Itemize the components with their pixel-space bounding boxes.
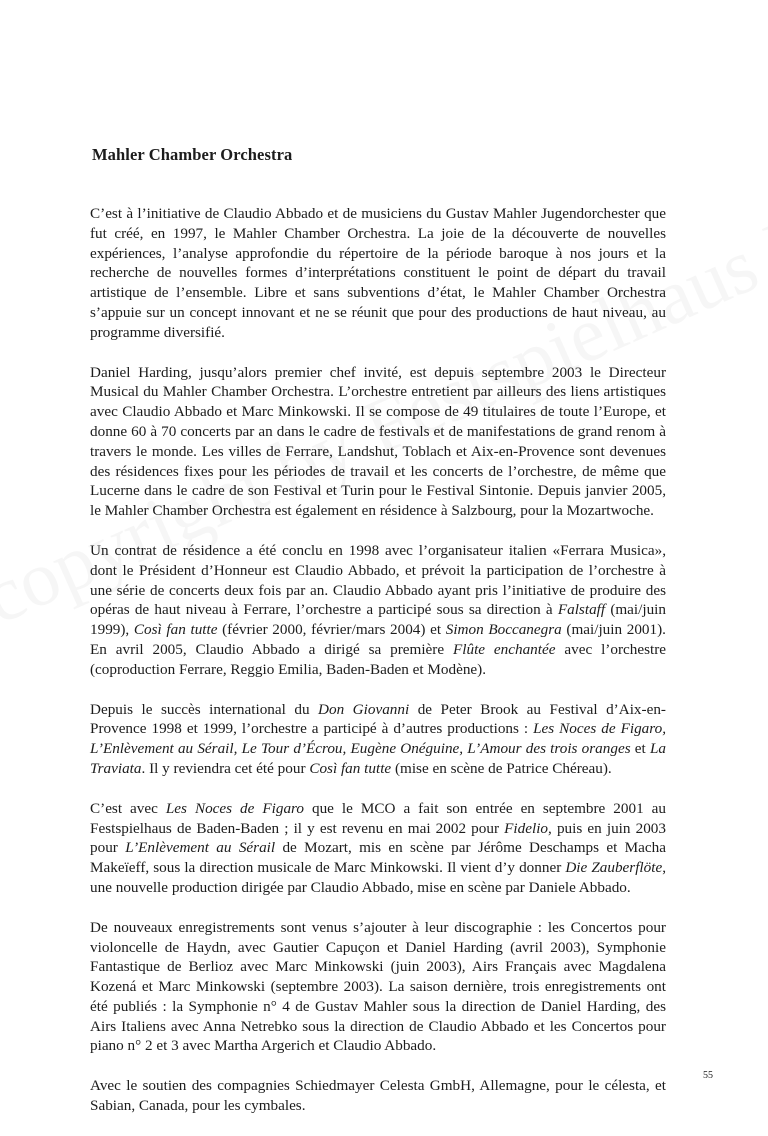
paragraph-text: De nouveaux enregistrements sont venus s’ajouter à leur discographie : les Concertos pour violoncelle de Haydn, avec Gautier Capuçon et Daniel Harding (avril 2003), Symphonie Fantastique de Berlioz avec Marc Minkowski (juin 2003), Airs Français avec Magdalena Kozená et Marc Minkowski (septembre 2003). La saison dernière, trois enregistrements ont été publiés : la Symphonie n° 4 de Gustav Mahler sous la direction de Daniel Harding, des Airs Italiens avec Anna Netrebko sous la direction de Claudio Abbado et les Concertos pour piano n° 2 et 3 avec Martha Argerich et Claudio Abbado. bbox=[90, 918, 666, 1055]
paragraph bbox=[90, 1076, 666, 1116]
paragraph bbox=[90, 799, 666, 898]
italic-title-text: Così fan tutte bbox=[309, 759, 392, 777]
page-title: Mahler Chamber Orchestra bbox=[92, 145, 293, 164]
paragraph-text: (mai/juin 2001). En avril 2005, Claudio Abbado a dirigé sa première bbox=[90, 621, 666, 658]
paragraph-text: Avec le soutien des compagnies Schiedmayer Celesta GmbH, Allemagne, pour le célesta, et Sabian, Canada, pour les cymbales. bbox=[90, 1077, 666, 1115]
paragraph bbox=[90, 363, 666, 521]
paragraph bbox=[90, 700, 666, 779]
paragraph-text: . Il y reviendra cet été pour bbox=[141, 759, 310, 777]
body-text bbox=[90, 204, 666, 1136]
italic-title-text: Les Noces de Figaro bbox=[165, 799, 304, 817]
italic-title-text: Die Zauberflöte bbox=[565, 859, 663, 877]
paragraph-text: C’est à l’initiative de Claudio Abbado et de musiciens du Gustav Mahler Jugendorchester que fut créé, en 1997, le Mahler Chamber Orchestra. La joie de la découverte de nouvelles expériences, l’analyse approfondie du répertoire de la période baroque à nos jours et la recherche de nouvelles formes d’interprétations constituent le point de départ du travail artistique de l’ensemble. Libre et sans subventions d’état, le Mahler Chamber Orchestra s’appuie sur un concept innovant et ne se réunit que pour des productions de haut niveau, au programme diversifié. bbox=[90, 205, 666, 341]
italic-title-text: Simon Boccanegra bbox=[445, 621, 562, 639]
paragraph-text: que le MCO a fait son entrée en septembre 2001 au Festspielhaus de Baden-Baden ; il y est revenu en mai 2002 pour bbox=[90, 799, 666, 837]
paragraph bbox=[90, 204, 666, 343]
italic-title-text: La Traviata bbox=[90, 740, 666, 777]
paragraph-text: (mise en scène de Patrice Chéreau). bbox=[391, 759, 612, 777]
paragraph-text: Un contrat de résidence a été conclu en 1998 avec l’organisateur italien «Ferrara Musica», dont le Président d’Honneur est Claudio Abbado, et prévoit la participation de l’orchestre à une série de concerts deux fois par an. Claudio Abbado ayant pris l’initiative de produire des opéras de haut niveau à Ferrare, l’orchestre a participé sous sa direction à bbox=[90, 541, 666, 619]
paragraph-text: Depuis le succès international du bbox=[90, 700, 319, 718]
paragraph-text: avec l’orchestre (coproduction Ferrare, Reggio Emilia, Baden-Baden et Modène). bbox=[90, 640, 667, 678]
paragraph-text: C’est avec bbox=[90, 799, 166, 817]
paragraph-text: (février 2000, février/mars 2004) et bbox=[217, 621, 446, 639]
italic-title-text: L’Enlèvement au Sérail bbox=[125, 839, 276, 857]
italic-title-text: Flûte enchantée bbox=[452, 640, 556, 658]
italic-title-text: Fidelio bbox=[504, 819, 549, 837]
paragraph-text: (mai/juin 1999), bbox=[90, 601, 666, 639]
paragraph bbox=[90, 541, 666, 680]
paragraph bbox=[90, 918, 666, 1057]
page-number: 55 bbox=[703, 1070, 713, 1081]
italic-title-text: Così fan tutte bbox=[133, 621, 218, 639]
paragraph-text: de Peter Brook au Festival d’Aix-en-Provence 1998 et 1999, l’orchestre a participé à d’autres productions : bbox=[90, 700, 666, 738]
paragraph-text: , une nouvelle production dirigée par Claudio Abbado, mise en scène par Daniele Abbado. bbox=[90, 859, 666, 896]
italic-title-text: Don Giovanni bbox=[318, 700, 410, 718]
paragraph-text: et bbox=[630, 740, 650, 758]
italic-title-text: Falstaff bbox=[557, 601, 606, 619]
italic-title-text: Les Noces de Figaro, L’Enlèvement au Sérail, Le Tour d’Écrou, Eugène Onéguine, L’Amour des trois oranges bbox=[90, 720, 666, 758]
paragraph-text: de Mozart, mis en scène par Jérôme Deschamps et Macha Makeïeff, sous la direction musicale de Marc Minkowski. Il vient d’y donner bbox=[90, 839, 666, 877]
paragraph-text: Daniel Harding, jusqu’alors premier chef invité, est depuis septembre 2003 le Directeur Musical du Mahler Chamber Orchestra. L’orchestre entretient par ailleurs des liens artistiques avec Claudio Abbado et Marc Minkowski. Il se compose de 49 titulaires de toute l’Europe, et donne 60 à 70 concerts par an dans le cadre de festivals et de manifestations de grand renom à travers le monde. Les villes de Ferrare, Landshut, Toblach et Aix-en-Provence sont devenues des résidences fixes pour les périodes de travail et les concerts de l’orchestre, de même que Lucerne dans le cadre de son Festival et Turin pour le Festival Sintonie. Depuis janvier 2005, le Mahler Chamber Orchestra est également en résidence à Salzbourg, pour la Mozartwoche. bbox=[90, 363, 666, 520]
paragraph-text: , puis en juin 2003 pour bbox=[90, 819, 666, 857]
